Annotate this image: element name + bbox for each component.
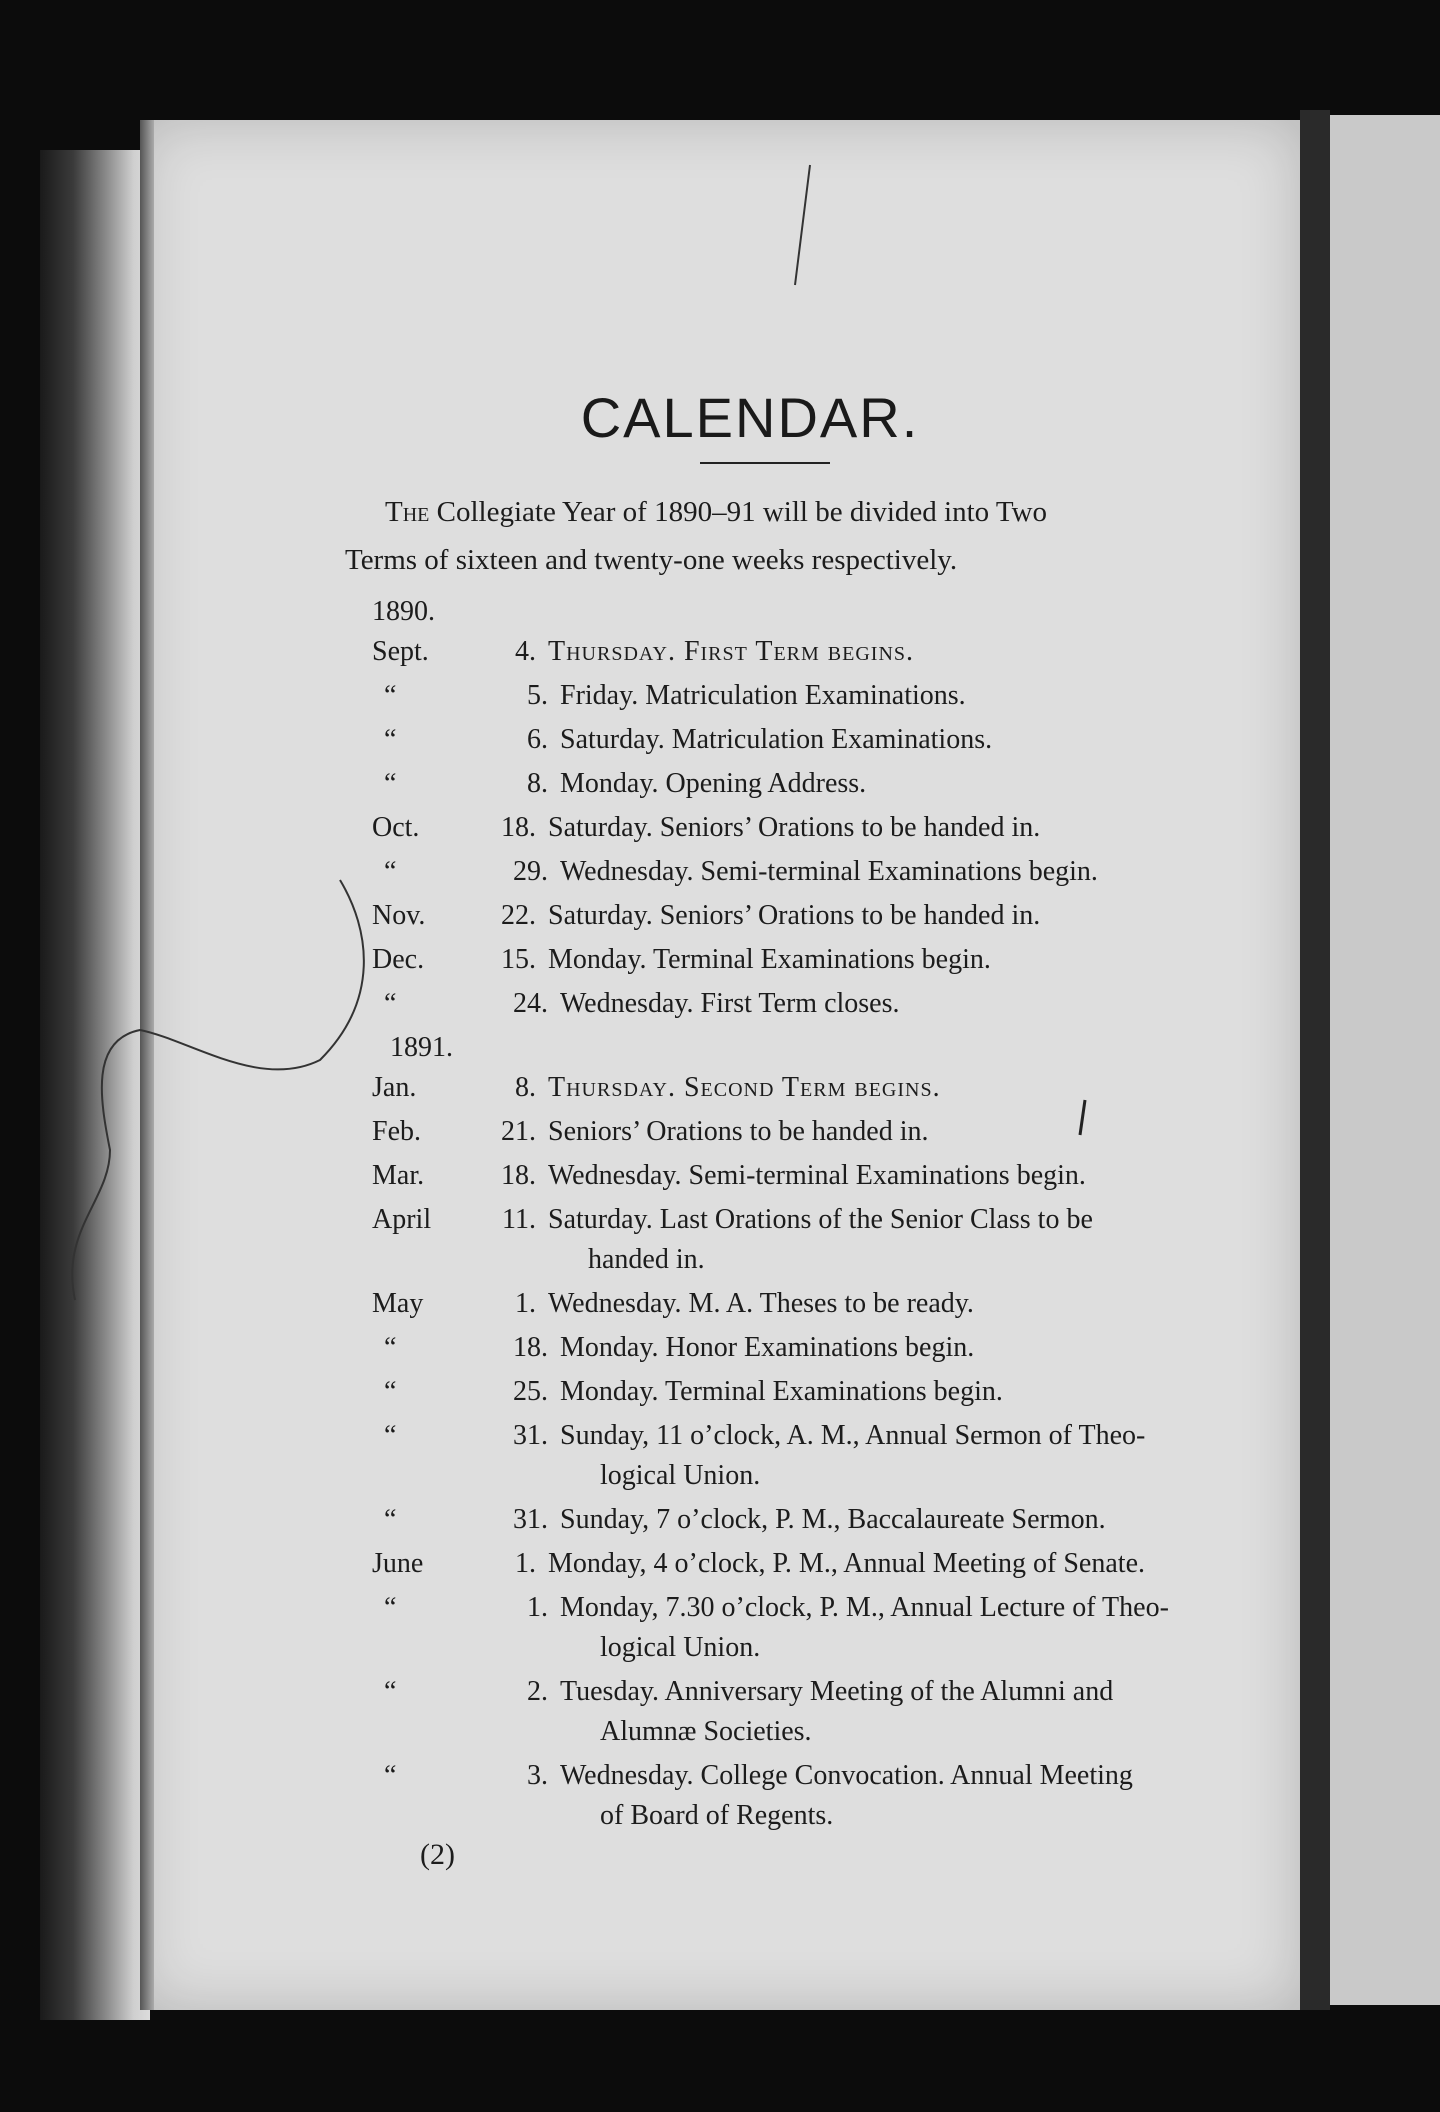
- entry-description: Terminal Examinations begin.: [653, 944, 991, 975]
- entry-day-label: Monday.: [548, 944, 653, 975]
- entry-continuation: Alumnæ Societies.: [600, 1716, 812, 1747]
- entry-description: Opening Address.: [665, 768, 867, 799]
- entry-day: 31.: [513, 1504, 548, 1535]
- entry-day: 29.: [513, 856, 548, 887]
- entry-description: Semi-terminal Examinations begin.: [700, 856, 1098, 887]
- entry-month: “: [384, 1760, 397, 1791]
- intro-lead: The: [385, 496, 430, 528]
- entry-day: 22.: [501, 900, 536, 931]
- pencil-tick: [1080, 1100, 1085, 1135]
- entry-day-label: Sunday, 11 o’clock, A. M.,: [560, 1420, 866, 1451]
- entry-month: “: [384, 680, 397, 711]
- entry-day: 3.: [527, 1760, 548, 1791]
- intro-line1-text: Collegiate Year of 1890–91 will be divided into Two: [436, 496, 1048, 528]
- year-heading: 1891.: [390, 1032, 453, 1063]
- entry-month: “: [384, 1420, 397, 1451]
- entry-day-label: Saturday.: [548, 812, 660, 843]
- entry-day: 4.: [515, 636, 536, 667]
- entry-day-label: Tuesday.: [560, 1676, 665, 1707]
- entry-day: 1.: [515, 1548, 536, 1579]
- entry-month: “: [384, 988, 397, 1019]
- entry-month: Jan.: [372, 1072, 417, 1103]
- entry-month: Feb.: [372, 1116, 421, 1147]
- entry-day: 15.: [501, 944, 536, 975]
- entry-day: 8.: [527, 768, 548, 799]
- entry-description: Terminal Examinations begin.: [665, 1376, 1003, 1407]
- entry-day: 2.: [527, 1676, 548, 1707]
- entry-day-label: Wednesday.: [560, 988, 701, 1019]
- intro-line-2: Terms of sixteen and twenty-one weeks respectively.: [345, 544, 958, 576]
- entry-day-label: Friday.: [560, 680, 646, 711]
- entry-day: 31.: [513, 1420, 548, 1451]
- entry-day-label: Saturday.: [548, 1204, 660, 1235]
- pencil-curve-mark: [72, 880, 364, 1300]
- entry-description: Last Orations of the Senior Class to be: [659, 1204, 1093, 1235]
- entry-description: Seniors’ Orations to be handed in.: [548, 1116, 929, 1147]
- page-number: (2): [420, 1838, 455, 1871]
- entry-description: Annual Sermon of Theo-: [865, 1420, 1146, 1451]
- year-heading: 1890.: [372, 596, 435, 627]
- entry-description: Matriculation Examinations.: [671, 724, 993, 755]
- pencil-stroke-top: [795, 165, 810, 285]
- entry-day-label: Monday.: [560, 768, 666, 799]
- entry-description: First Term begins.: [683, 636, 915, 667]
- entry-month: Nov.: [372, 900, 426, 931]
- entry-continuation: handed in.: [588, 1244, 705, 1275]
- entry-day: 5.: [527, 680, 548, 711]
- entry-day: 24.: [513, 988, 548, 1019]
- entry-month: April: [372, 1204, 432, 1235]
- entry-day: 18.: [501, 812, 536, 843]
- entry-day-label: Monday, 7.30 o’clock, P. M.,: [560, 1592, 891, 1623]
- entry-month: “: [384, 1504, 397, 1535]
- entry-month: “: [384, 1676, 397, 1707]
- entry-month: “: [384, 724, 397, 755]
- entry-day: 8.: [515, 1072, 536, 1103]
- entry-day-label: Wednesday.: [548, 1288, 689, 1319]
- entry-month: Dec.: [372, 944, 425, 975]
- entry-day-label: Monday, 4 o’clock, P. M.,: [548, 1548, 844, 1579]
- entry-description: College Convocation. Annual Meeting: [700, 1760, 1133, 1791]
- entry-day-label: Wednesday.: [560, 856, 701, 887]
- entry-day-label: Monday.: [560, 1376, 665, 1407]
- entry-month: “: [384, 1592, 397, 1623]
- entry-day-label: Saturday.: [560, 724, 672, 755]
- entry-description: Seniors’ Orations to be handed in.: [659, 900, 1041, 931]
- entry-day: 1.: [527, 1592, 548, 1623]
- entry-description: Annual Meeting of Senate.: [843, 1548, 1145, 1579]
- entry-day: 18.: [501, 1160, 536, 1191]
- entry-month: Sept.: [372, 636, 429, 667]
- entry-month: “: [384, 1376, 397, 1407]
- entry-month: June: [372, 1548, 424, 1579]
- page-title: CALENDAR.: [580, 386, 920, 449]
- entry-continuation: logical Union.: [600, 1460, 761, 1491]
- entry-description: First Term closes.: [700, 988, 900, 1019]
- entry-description: Matriculation Examinations.: [645, 680, 966, 711]
- entry-day: 11.: [502, 1204, 536, 1235]
- entry-day-label: Thursday.: [548, 1072, 684, 1103]
- entry-day: 25.: [513, 1376, 548, 1407]
- entry-day-label: Thursday.: [548, 636, 684, 667]
- entry-continuation: logical Union.: [600, 1632, 761, 1663]
- entry-description: Semi-terminal Examinations begin.: [688, 1160, 1086, 1191]
- entry-description: Anniversary Meeting of the Alumni and: [664, 1676, 1114, 1707]
- entry-description: M. A. Theses to be ready.: [688, 1288, 974, 1319]
- entry-day-label: Wednesday.: [560, 1760, 701, 1791]
- entry-continuation: of Board of Regents.: [600, 1800, 834, 1831]
- entry-day: 21.: [501, 1116, 536, 1147]
- entry-description: Seniors’ Orations to be handed in.: [659, 812, 1041, 843]
- entry-description: Baccalaureate Sermon.: [847, 1504, 1106, 1535]
- entry-month: “: [384, 768, 397, 799]
- entry-day: 6.: [527, 724, 548, 755]
- entry-day-label: Wednesday.: [548, 1160, 689, 1191]
- entry-month: “: [384, 1332, 397, 1363]
- entry-day: 1.: [515, 1288, 536, 1319]
- entry-description: Second Term begins.: [683, 1072, 941, 1103]
- entry-month: Mar.: [372, 1160, 425, 1191]
- entry-description: Honor Examinations begin.: [665, 1332, 975, 1363]
- entry-day-label: Saturday.: [548, 900, 660, 931]
- entry-day-label: Sunday, 7 o’clock, P. M.,: [560, 1504, 848, 1535]
- entry-month: May: [372, 1288, 424, 1319]
- entry-month: Oct.: [372, 812, 420, 843]
- entry-day: 18.: [513, 1332, 548, 1363]
- entry-day-label: Monday.: [560, 1332, 666, 1363]
- entry-description: Annual Lecture of Theo-: [890, 1592, 1169, 1623]
- entry-month: “: [384, 856, 397, 887]
